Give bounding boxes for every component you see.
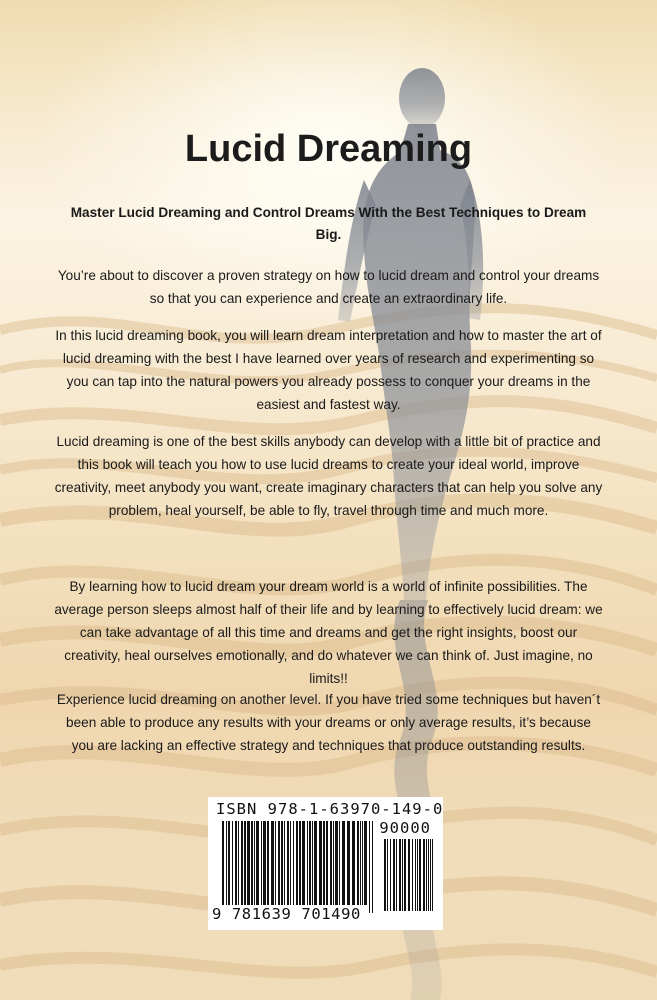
isbn-barcode bbox=[208, 797, 443, 930]
isbn-label: ISBN 978-1-63970-149-0 bbox=[216, 800, 444, 818]
book-title: Lucid Dreaming bbox=[184, 128, 473, 170]
book-subtitle: Master Lucid Dreaming and Control Dreams With the Best Techniques to Dream Big. bbox=[70, 205, 587, 242]
description-paragraph-1: You’re about to discover a proven strategy on how to lucid dream and control your dreams so that you can experience and create an extraordinary life. bbox=[57, 268, 600, 306]
description-paragraph-2: In this lucid dreaming book, you will learn dream interpretation and how to master the art of lucid dreaming with the best I have learned over years of research and experimenting so you can tap into the natural powers you already possess to conquer your dreams in the easiest and fastest way. bbox=[55, 328, 602, 412]
price-code: 90000 bbox=[379, 819, 431, 837]
description-paragraph-5: Experience lucid dreaming on another level. If you have tried some techniques but haven´t been able to produce any results with your dreams or only average results, it’s because you are lacking an effective strategy and techniques that produce outstanding results. bbox=[56, 692, 601, 753]
description-paragraph-4: By learning how to lucid dream your dream world is a world of infinite possibilities. The average person sleeps almost half of their life and by learning to effectively lucid dream: we can take advantage of all this time and dreams and get the right insights, boost our creativity, heal ourselves emotionally, and do whatever we can think of. Just imagine, no limits!! bbox=[54, 579, 603, 686]
description-paragraph-3: Lucid dreaming is one of the best skills anybody can develop with a little bit of practice and this book will teach you how to use lucid dreams to create your ideal world, improve creativity, meet anybody you want, create imaginary characters that can help you solve any problem, heal yourself, be able to fly, travel through time and much more. bbox=[54, 434, 603, 518]
barcode-digits: 9 781639 701490 bbox=[212, 905, 361, 923]
